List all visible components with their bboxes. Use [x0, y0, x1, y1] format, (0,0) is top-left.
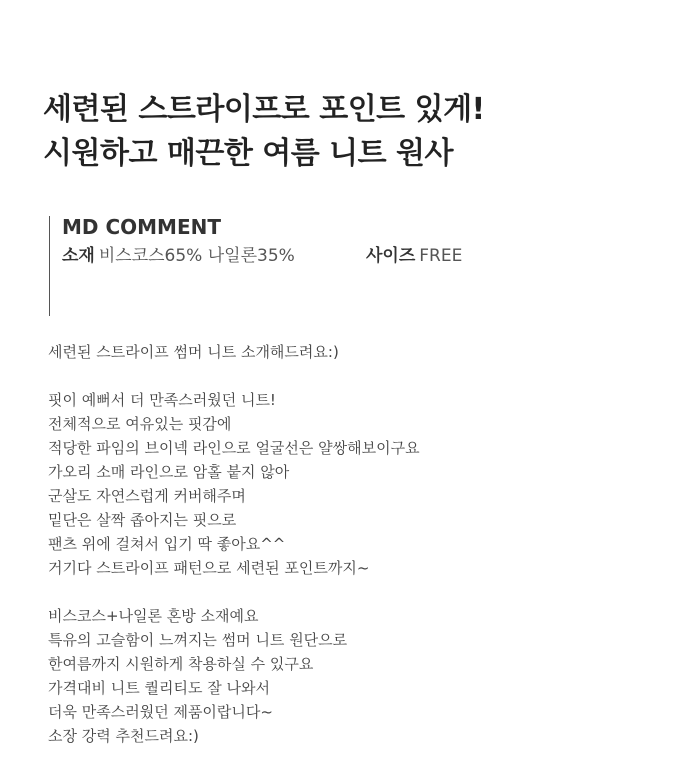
blank-line	[48, 580, 688, 604]
md-comment-box	[49, 216, 650, 316]
description-line: 거기다 스트라이프 패턴으로 세련된 포인트까지~	[48, 559, 370, 577]
description-line: 가오리 소매 라인으로 암홀 붙지 않아	[48, 463, 290, 481]
description-line: 팬츠 위에 걸쳐서 입기 딱 좋아요^^	[48, 535, 286, 553]
size-label: 사이즈	[366, 246, 416, 266]
blank-line	[48, 364, 688, 388]
description-line: 더욱 만족스러웠던 제품이랍니다~	[48, 703, 273, 721]
description-line: 핏이 예뻐서 더 만족스러웠던 니트!	[48, 391, 276, 409]
headline-line-1: 세련된 스트라이프로 포인트 있게!	[43, 92, 485, 127]
description-line: 군살도 자연스럽게 커버해주며	[48, 487, 246, 505]
size-value: FREE	[419, 246, 463, 266]
size-spec	[366, 245, 462, 267]
description-line: 소장 강력 추천드려요:)	[48, 727, 199, 745]
description-line: 비스코스+나일론 혼방 소재예요	[48, 607, 259, 625]
material-spec	[62, 245, 295, 267]
md-comment-title: MD COMMENT	[62, 215, 221, 239]
description-line: 밑단은 살짝 좁아지는 핏으로	[48, 511, 237, 529]
material-label: 소재	[62, 246, 95, 266]
description-line: 전체적으로 여유있는 핏감에	[48, 415, 232, 433]
headline	[43, 88, 683, 176]
headline-line-2: 시원하고 매끈한 여름 니트 원사	[43, 136, 454, 171]
description-line: 적당한 파임의 브이넥 라인으로 얼굴선은 얄쌍해보이구요	[48, 439, 420, 457]
product-description	[48, 340, 688, 748]
description-line: 한여름까지 시원하게 착용하실 수 있구요	[48, 655, 314, 673]
description-intro: 세련된 스트라이프 썸머 니트 소개해드려요:)	[48, 343, 339, 361]
material-value: 비스코스65% 나일론35%	[98, 246, 295, 266]
description-line: 특유의 고슬함이 느껴지는 썸머 니트 원단으로	[48, 631, 348, 649]
description-line: 가격대비 니트 퀄리티도 잘 나와서	[48, 679, 270, 697]
